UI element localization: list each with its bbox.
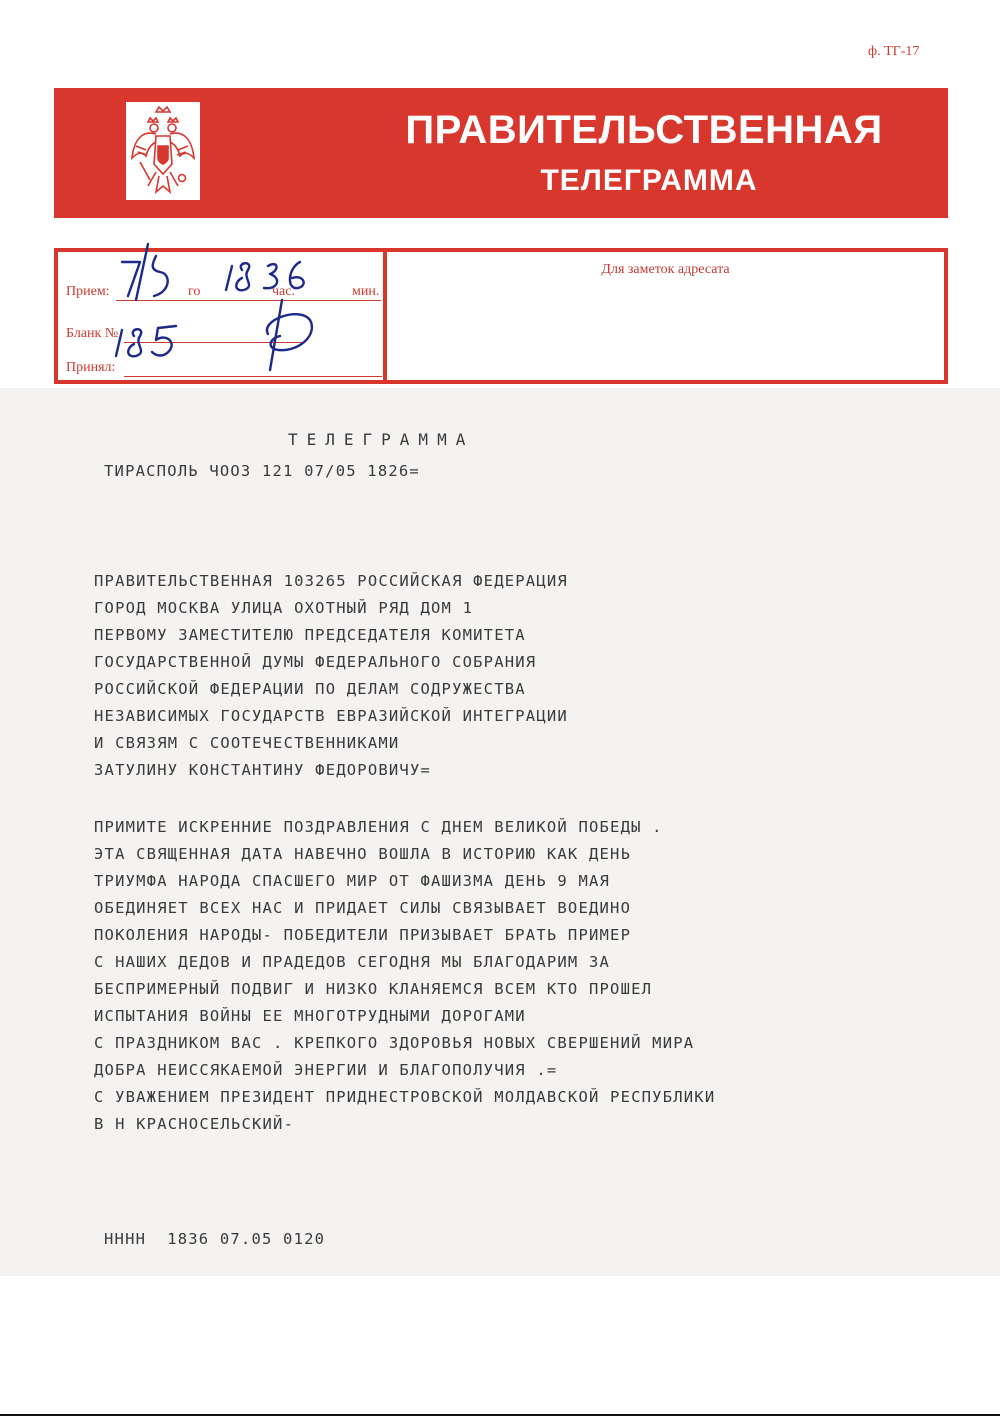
body-line: С НАШИХ ДЕДОВ И ПРАДЕДОВ СЕГОДНЯ МЫ БЛАГОДАРИМ ЗА xyxy=(94,953,611,971)
body-line: ОБЕДИНЯЕТ ВСЕХ НАС И ПРИДАЕТ СИЛЫ СВЯЗЫВАЕТ ВОЕДИНО xyxy=(94,899,632,917)
body-line: С УВАЖЕНИЕМ ПРЕЗИДЕНТ ПРИДНЕСТРОВСКОЙ МОЛДАВСКОЙ РЕСПУБЛИКИ xyxy=(94,1088,716,1106)
chas-label: час. xyxy=(272,284,295,299)
body-line: ЭТА СВЯЩЕННАЯ ДАТА НАВЕЧНО ВОШЛА В ИСТОРИЮ КАК ДЕНЬ xyxy=(94,845,632,863)
banner-subtitle: ТЕЛЕГРАММА xyxy=(540,164,758,197)
telegram-title: ТЕЛЕГРАММА xyxy=(288,430,475,449)
blank-underline xyxy=(124,342,304,343)
body-line: БЕСПРИМЕРНЫЙ ПОДВИГ И НИЗКО КЛАНЯЕМСЯ ВСЕМ КТО ПРОШЕЛ xyxy=(94,980,653,998)
address-line: ГОСУДАРСТВЕННОЙ ДУМЫ ФЕДЕРАЛЬНОГО СОБРАНИЯ xyxy=(94,653,537,671)
address-line: ПРАВИТЕЛЬСТВЕННАЯ 103265 РОССИЙСКАЯ ФЕДЕРАЦИЯ xyxy=(94,572,568,590)
blank-label: Бланк № xyxy=(66,326,119,341)
prinyal-underline xyxy=(124,376,382,377)
address-line: И СВЯЗЯМ С СООТЕЧЕСТВЕННИКАМИ xyxy=(94,734,400,752)
emblem-box xyxy=(126,102,200,200)
prinyal-label: Принял: xyxy=(66,360,116,375)
priem-underline xyxy=(116,300,381,301)
body-line: С ПРАЗДНИКОМ ВАС . КРЕПКОГО ЗДОРОВЬЯ НОВЫХ СВЕРШЕНИЙ МИРА xyxy=(94,1034,695,1052)
form-code: ф. ТГ-17 xyxy=(868,44,920,59)
telegram-footer: НННН 1836 07.05 0120 xyxy=(104,1230,326,1248)
body-line: ИСПЫТАНИЯ ВОЙНЫ ЕЕ МНОГОТРУДНЫМИ ДОРОГАМИ xyxy=(94,1007,526,1025)
telegram-header: ТИРАСПОЛЬ ЧООЗ 121 07/05 1826= xyxy=(104,462,420,480)
header-banner xyxy=(54,88,948,218)
notes-label: Для заметок адресата xyxy=(601,262,730,277)
body-line: ПРИМИТЕ ИСКРЕННИЕ ПОЗДРАВЛЕНИЯ С ДНЕМ ВЕЛИКОЙ ПОБЕДЫ . xyxy=(94,818,663,836)
body-line: ДОБРА НЕИССЯКАЕМОЙ ЭНЕРГИИ И БЛАГОПОЛУЧИЯ .= xyxy=(94,1061,558,1079)
address-line: ЗАТУЛИНУ КОНСТАНТИНУ ФЕДОРОВИЧУ= xyxy=(94,761,432,779)
address-line: ГОРОД МОСКВА УЛИЦА ОХОТНЫЙ РЯД ДОМ 1 xyxy=(94,599,474,617)
min-label: мин. xyxy=(352,284,380,299)
body-line: В Н КРАСНОСЕЛЬСКИЙ- xyxy=(94,1115,295,1133)
reception-form xyxy=(54,248,948,384)
address-line: ПЕРВОМУ ЗАМЕСТИТЕЛЮ ПРЕДСЕДАТЕЛЯ КОМИТЕТА xyxy=(94,626,526,644)
go-label: го xyxy=(188,284,201,299)
page-bottom-border xyxy=(0,1414,1000,1416)
banner-title: ПРАВИТЕЛЬСТВЕННАЯ xyxy=(405,108,883,152)
notes-box xyxy=(387,252,944,380)
address-line: РОССИЙСКОЙ ФЕДЕРАЦИИ ПО ДЕЛАМ СОДРУЖЕСТВА xyxy=(94,680,526,698)
priem-label: Прием: xyxy=(66,284,110,299)
body-line: ТРИУМФА НАРОДА СПАСШЕГО МИР ОТ ФАШИЗМА ДЕНЬ 9 МАЯ xyxy=(94,872,611,890)
body-line: ПОКОЛЕНИЯ НАРОДЫ- ПОБЕДИТЕЛИ ПРИЗЫВАЕТ БРАТЬ ПРИМЕР xyxy=(94,926,632,944)
address-line: НЕЗАВИСИМЫХ ГОСУДАРСТВ ЕВРАЗИЙСКОЙ ИНТЕГРАЦИИ xyxy=(94,707,568,725)
coat-of-arms-icon xyxy=(126,102,200,200)
reception-fields xyxy=(58,252,383,380)
